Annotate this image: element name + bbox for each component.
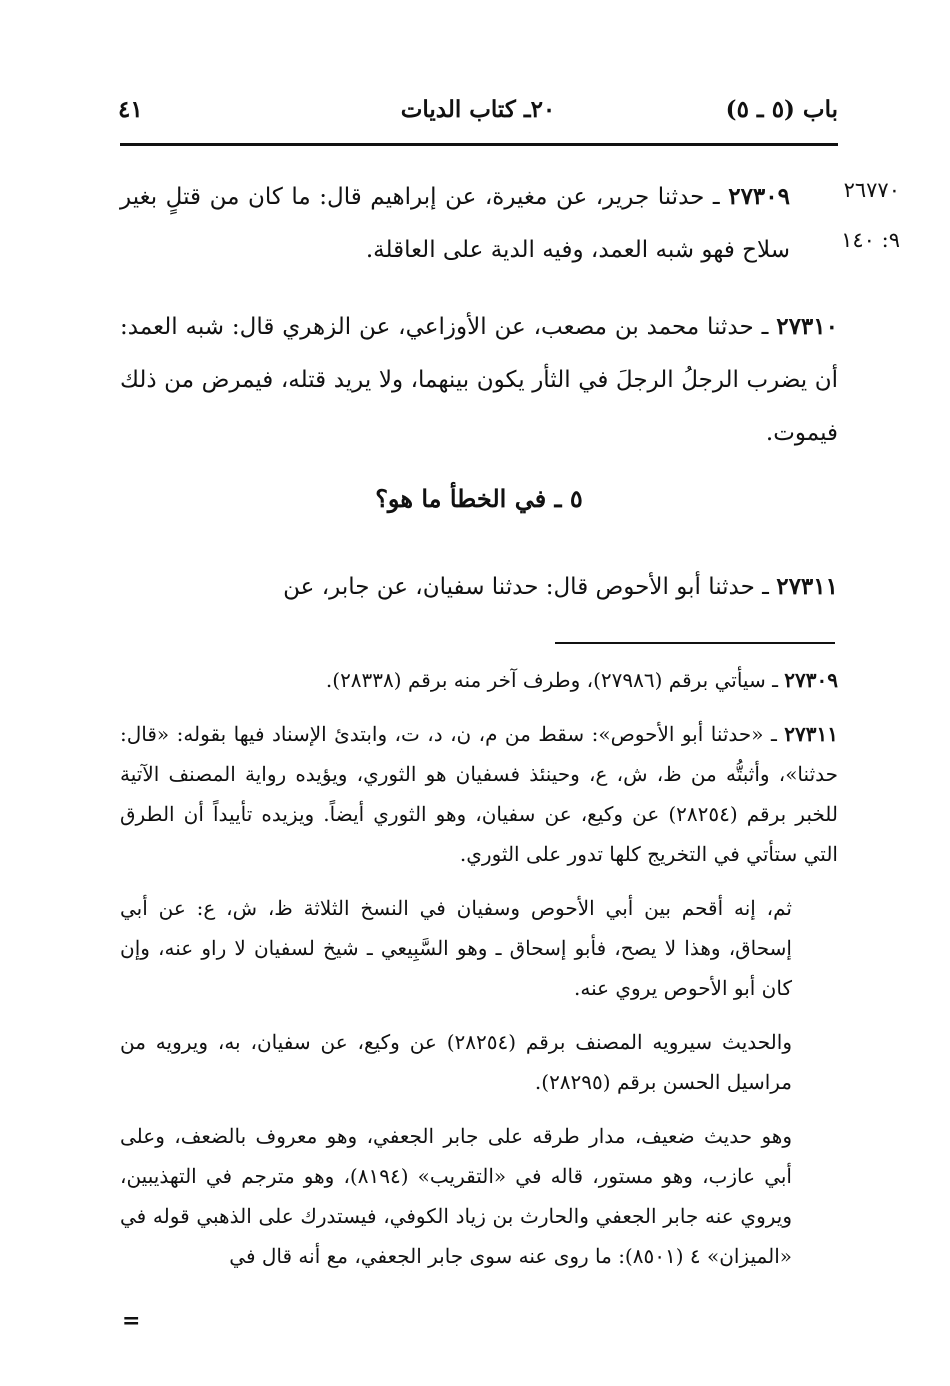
footnote-paragraph — [120, 888, 838, 1008]
footnote-number: ٢٧٣١١ — [784, 722, 838, 746]
footnote-text: ـ «حدثنا أبو الأحوص»: سقط من م، ن، د، ت، وابتدئ الإسناد فيها بقوله: «قال: حدثنا»، وأثبتُّه من ظ، ش، ع، وحينئذ فسفيان هو الثوري، ويؤيده رواية المصنف الآتية للخبر برقم (٢٨٢٥٤) عن وكيع، عن سفيان، وهو الثوري أيضاً. ويزيده تأييداً أن الطرق التي ستأتي في التخريج كلها تدور على الثوري. — [120, 722, 838, 866]
hadith-text: ـ حدثنا أبو الأحوص قال: حدثنا سفيان، عن جابر، عن — [283, 574, 777, 600]
footnote-text: ـ سيأتي برقم (٢٧٩٨٦)، وطرف آخر منه برقم (٢٨٣٣٨). — [325, 668, 785, 692]
running-header — [118, 96, 838, 136]
footnote-paragraph — [120, 1022, 838, 1102]
hadith-number: ٢٧٣١١ — [776, 573, 838, 600]
hadith-text: ـ حدثنا محمد بن مصعب، عن الأوزاعي، عن الزهري قال: شبه العمد: أن يضرب الرجلُ الرجلَ في الثأر يكون بينهما، ولا يريد قتله، فيمرض من ذلك فيموت. — [120, 314, 838, 446]
page-number: ٤١ — [118, 96, 143, 123]
hadith-number: ٢٧٣٠٩ — [728, 183, 790, 210]
chapter-reference: باب (٥ ـ ٥) — [725, 96, 838, 123]
hadith-text: ـ حدثنا جرير، عن مغيرة، عن إبراهيم قال: ما كان من قتلٍ بغير سلاح فهو شبه العمد، وفيه الدية على العاقلة. — [120, 184, 790, 263]
footnote-paragraph — [120, 1116, 838, 1276]
footnote-text: ثم، إنه أقحم بين أبي الأحوص وسفيان في النسخ الثلاثة ظ، ش، ع: عن أبي إسحاق، وهذا لا يصح، فأبو إسحاق ـ وهو السَّبِيعي ـ شيخ لسفيان لا راو عنه، وإن كان أبو الأحوص يروي عنه. — [120, 896, 792, 1000]
header-rule — [120, 143, 838, 146]
footnote-text: وهو حديث ضعيف، مدار طرقه على جابر الجعفي، وهو معروف بالضعف، وعلى أبي عازب، وهو مستور، قاله في «التقريب» (٨١٩٤)، وهو مترجم في التهذيبين، ويروي عنه جابر الجعفي والحارث بن زياد الكوفي، فيستدرك على الذهبي قوله في «الميزان» ٤ (٨٥٠١): ما روى عنه سوى جابر الجعفي، مع أنه قال في — [120, 1124, 792, 1268]
footnote-separator — [555, 642, 835, 644]
section-title: ٥ ـ في الخطأ ما هو؟ — [375, 484, 583, 513]
footnote — [120, 714, 838, 874]
hadith-number: ٢٧٣١٠ — [776, 313, 838, 340]
footnote-number: ٢٧٣٠٩ — [784, 668, 838, 692]
margin-reference: ٢٦٧٧٠ — [843, 178, 900, 202]
hadith-paragraph — [120, 170, 790, 277]
footnote — [120, 660, 838, 700]
book-title: ٢٠ـ كتاب الديات — [400, 96, 556, 123]
continuation-mark: = — [122, 1308, 141, 1334]
footnote-text: والحديث سيرويه المصنف برقم (٢٨٢٥٤) عن وكيع، عن سفيان، به، ويرويه من مراسيل الحسن برقم (٢٨٢٩٥). — [120, 1030, 792, 1094]
hadith-paragraph — [120, 560, 838, 614]
margin-reference: ٩: ١٤٠ — [841, 228, 900, 252]
footnotes — [120, 660, 838, 1290]
hadith-paragraph — [120, 300, 838, 460]
